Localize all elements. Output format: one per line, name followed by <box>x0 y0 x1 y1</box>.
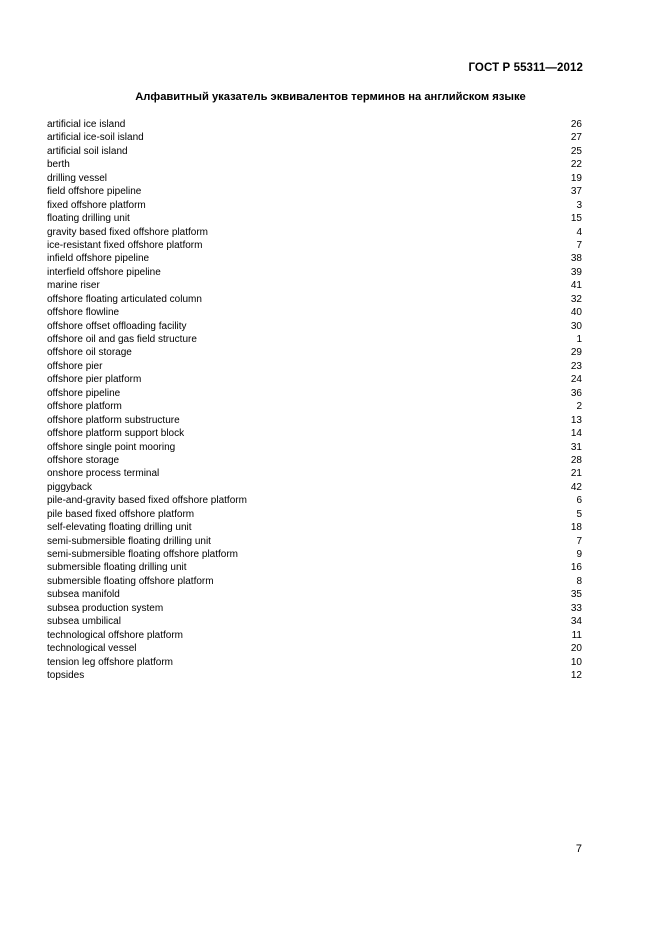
index-ref-number: 34 <box>570 616 582 628</box>
index-entry <box>47 602 582 615</box>
index-ref-number: 5 <box>576 508 582 520</box>
index-ref-number: 38 <box>570 253 582 265</box>
index-ref-number: 39 <box>570 266 582 278</box>
index-term: self-elevating floating drilling unit <box>47 522 192 534</box>
index-ref-number: 24 <box>570 374 582 386</box>
index-ref-number: 40 <box>570 307 582 319</box>
index-term: berth <box>47 159 70 171</box>
index-entry <box>47 414 582 427</box>
index-term: offshore pier <box>47 360 103 372</box>
index-ref-number: 8 <box>576 575 582 587</box>
index-entry <box>47 346 582 359</box>
index-ref-number: 30 <box>570 320 582 332</box>
index-entry <box>47 387 582 400</box>
index-ref-number: 4 <box>576 226 582 238</box>
index-entry <box>47 615 582 628</box>
index-ref-number: 15 <box>570 213 582 225</box>
index-entry <box>47 441 582 454</box>
page-title: Алфавитный указатель эквивалентов терминов на английском языке <box>135 91 526 103</box>
index-entry <box>47 575 582 588</box>
page-number: 7 <box>575 843 582 855</box>
index-ref-number: 22 <box>570 159 582 171</box>
index-term: offshore pier platform <box>47 374 142 386</box>
index-term: subsea manifold <box>47 589 120 601</box>
index-term: offshore platform support block <box>47 428 185 440</box>
index-ref-number: 35 <box>570 589 582 601</box>
index-ref-number: 26 <box>570 119 582 130</box>
index-term: offshore flowline <box>47 307 120 319</box>
index-entry <box>47 629 582 642</box>
index-ref-number: 36 <box>570 387 582 399</box>
index-term: offshore storage <box>47 454 120 466</box>
index-entry <box>47 400 582 413</box>
index-ref-number: 31 <box>570 441 582 453</box>
index-term: ice-resistant fixed offshore platform <box>47 239 203 251</box>
index-entry <box>47 521 582 534</box>
index-term: submersible floating offshore platform <box>47 575 214 587</box>
index-entry <box>47 656 582 669</box>
index-term: topsides <box>47 669 85 681</box>
index-term: submersible floating drilling unit <box>47 562 187 574</box>
index-entry <box>47 454 582 467</box>
index-entry <box>47 561 582 574</box>
document-code: ГОСТ Р 55311—2012 <box>468 62 583 74</box>
index-ref-number: 3 <box>576 199 582 211</box>
index-term: piggyback <box>47 481 93 493</box>
index-term: offshore oil storage <box>47 347 132 359</box>
index-ref-number: 12 <box>570 669 582 681</box>
index-entry <box>47 185 582 198</box>
index-entry <box>47 588 582 601</box>
index-entry <box>47 226 582 239</box>
index-entry <box>47 373 582 386</box>
index-term: offshore platform <box>47 401 122 413</box>
index-term: interfield offshore pipeline <box>47 266 161 278</box>
index-entry <box>47 669 582 682</box>
index-term: artificial ice island <box>47 119 126 130</box>
index-ref-number: 2 <box>576 401 582 413</box>
index-ref-number: 37 <box>570 186 582 198</box>
index-term: pile-and-gravity based fixed offshore platform <box>47 495 247 507</box>
index-entry <box>47 239 582 252</box>
index-entry <box>47 508 582 521</box>
index-term: offshore floating articulated column <box>47 293 202 305</box>
index-term: tension leg offshore platform <box>47 656 174 668</box>
index-term: offshore oil and gas field structure <box>47 334 197 345</box>
index-term: artificial soil island <box>47 145 128 157</box>
index-entry <box>47 252 582 265</box>
index-term: subsea production system <box>47 602 164 614</box>
index-ref-number: 42 <box>570 481 582 493</box>
index-term: technological offshore platform <box>47 629 184 641</box>
index-ref-number: 29 <box>570 347 582 359</box>
index-entry <box>47 333 582 346</box>
term-index-list <box>47 118 582 682</box>
index-ref-number: 7 <box>576 535 582 547</box>
index-entry <box>47 306 582 319</box>
index-entry <box>47 212 582 225</box>
index-entry <box>47 427 582 440</box>
index-term: gravity based fixed offshore platform <box>47 226 209 238</box>
index-ref-number: 28 <box>570 454 582 466</box>
index-ref-number: 7 <box>576 239 582 251</box>
index-term: marine riser <box>47 280 100 292</box>
index-ref-number: 18 <box>570 522 582 534</box>
index-ref-number: 6 <box>576 495 582 507</box>
index-ref-number: 13 <box>570 414 582 426</box>
index-entry <box>47 293 582 306</box>
index-ref-number: 32 <box>570 293 582 305</box>
index-term: infield offshore pipeline <box>47 253 150 265</box>
index-term: offshore offset offloading facility <box>47 320 187 332</box>
index-entry <box>47 145 582 158</box>
index-ref-number: 41 <box>570 280 582 292</box>
index-ref-number: 11 <box>571 629 582 641</box>
index-entry <box>47 118 582 131</box>
index-ref-number: 33 <box>570 602 582 614</box>
index-entry <box>47 642 582 655</box>
index-term: pile based fixed offshore platform <box>47 508 195 520</box>
index-entry <box>47 535 582 548</box>
index-ref-number: 19 <box>570 172 582 184</box>
index-term: subsea umbilical <box>47 616 121 628</box>
index-entry <box>47 494 582 507</box>
index-term: floating drilling unit <box>47 213 130 225</box>
index-entry <box>47 360 582 373</box>
index-term: artificial ice-soil island <box>47 132 144 144</box>
index-term: offshore platform substructure <box>47 414 180 426</box>
index-term: semi-submersible floating offshore platform <box>47 549 239 560</box>
index-entry <box>47 199 582 212</box>
index-entry <box>47 266 582 279</box>
index-entry <box>47 320 582 333</box>
index-entry <box>47 158 582 171</box>
index-ref-number: 21 <box>570 468 582 480</box>
index-term: onshore process terminal <box>47 468 160 480</box>
index-entry <box>47 548 582 561</box>
index-ref-number: 9 <box>576 549 582 560</box>
index-entry <box>47 131 582 144</box>
index-entry <box>47 481 582 494</box>
index-term: drilling vessel <box>47 172 108 184</box>
index-entry <box>47 172 582 185</box>
index-ref-number: 1 <box>576 334 582 345</box>
index-entry <box>47 467 582 480</box>
index-term: offshore pipeline <box>47 387 121 399</box>
index-ref-number: 10 <box>570 656 582 668</box>
index-term: fixed offshore platform <box>47 199 146 211</box>
index-term: semi-submersible floating drilling unit <box>47 535 211 547</box>
index-ref-number: 25 <box>570 145 582 157</box>
index-term: field offshore pipeline <box>47 186 142 198</box>
index-ref-number: 23 <box>570 360 582 372</box>
index-ref-number: 16 <box>570 562 582 574</box>
index-term: offshore single point mooring <box>47 441 176 453</box>
index-term: technological vessel <box>47 643 137 655</box>
index-ref-number: 14 <box>570 428 582 440</box>
index-entry <box>47 279 582 292</box>
index-ref-number: 27 <box>570 132 582 144</box>
index-ref-number: 20 <box>570 643 582 655</box>
